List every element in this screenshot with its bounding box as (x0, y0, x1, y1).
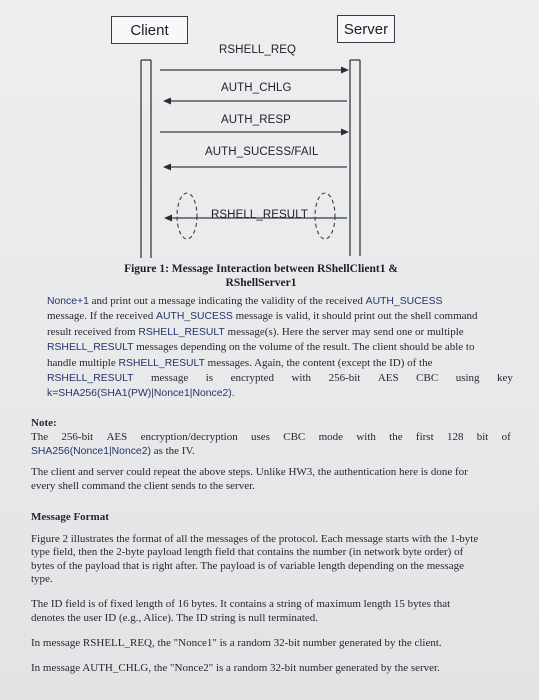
paragraph-result-handling: Nonce+1 and print out a message indicating the validity of the received AUTH_SUCESS message. If the received AUTH_SUCESS message is valid, it should print out the shell command result received from RSHELL_RESULT message(s). Here the server may send one or multiple RSHELL_RESULT messages depending on the volume of the result. The client should be able to handle multiple RSHELL_RESULT messages. Again, the content (except the ID) of the RSHELL_RESULT message is encrypted with 256-bit AES CBC using key k=SHA256(SHA1(PW)|Nonce1|Nonce2). (47, 295, 513, 400)
note-block: Note: The 256-bit AES encryption/decryption uses CBC mode with the first 128 bit of SHA256(Nonce1|Nonce2) as the IV. (31, 416, 513, 459)
paragraph-id-field: The ID field is of fixed length of 16 bytes. It contains a string of maximum length 15 bytes that denotes the user ID (e.g., Alice). The ID string is null terminated. (31, 598, 451, 624)
message-format-heading: Message Format (31, 511, 109, 523)
client-label: Client (130, 21, 169, 39)
paragraph-nonce1: In message RSHELL_REQ, the "Nonce1" is a random 32-bit number generated by the client. (31, 637, 442, 649)
paragraph-nonce2: In message AUTH_CHLG, the "Nonce2" is a random 32-bit number generated by the server. (31, 662, 440, 674)
msg-auth-resp: AUTH_RESP (221, 114, 291, 126)
caption-line-2: RShellServer1 (225, 277, 297, 289)
loop-left-marker (177, 193, 197, 239)
msg-rshell-req: RSHELL_REQ (219, 44, 297, 56)
caption-line-1: Figure 1: Message Interaction between RShellClient1 & (124, 263, 398, 275)
msg-rshell-result: RSHELL_RESULT (211, 209, 308, 221)
paragraph-message-format: Figure 2 illustrates the format of all the messages of the protocol. Each message starts with the 1-byte type field, then the 2-byte payload length field that contains the number (in network byte order) of bytes of the payload that is right after. The payload is of variable length depending on the message type. (31, 533, 479, 586)
figure-caption (96, 262, 426, 290)
server-label: Server (343, 20, 389, 38)
paragraph-repeat-steps: The client and server could repeat the above steps. Unlike HW3, the authentication here is done for every shell command the client sends to the server. (31, 466, 468, 492)
msg-auth-sucess-fail: AUTH_SUCESS/FAIL (205, 146, 319, 158)
msg-auth-chlg: AUTH_CHLG (221, 82, 292, 94)
note-label: Note: (31, 417, 57, 429)
loop-right-marker (315, 193, 335, 239)
